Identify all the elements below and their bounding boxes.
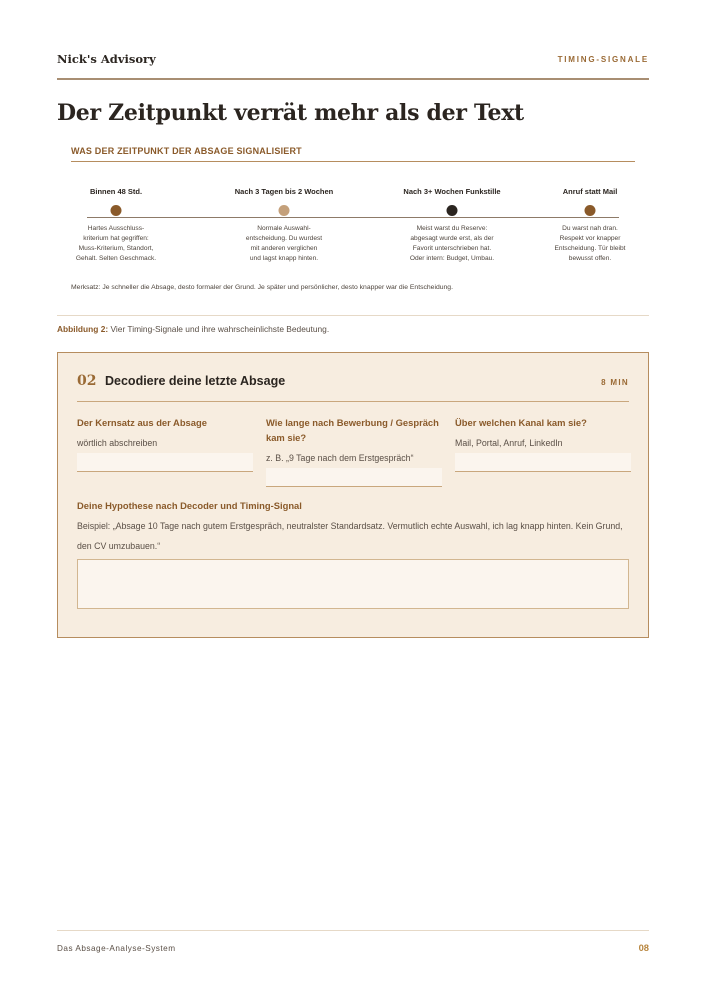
merksatz: Merksatz: Je schneller die Absage, desto formaler der Grund. Je später und persönlicher, desto knapper war die Entscheidung. — [71, 284, 453, 291]
footer-divider — [57, 930, 649, 931]
brand-name: Nick's Advisory — [57, 52, 156, 66]
exercise-number: 02 — [77, 373, 97, 389]
field-label: Deine Hypothese nach Decoder und Timing-Signal — [77, 500, 302, 511]
stage-label: Nach 3+ Wochen Funkstille — [403, 187, 501, 196]
timeline — [71, 162, 635, 262]
field-label: Über welchen Kanal kam sie? — [455, 417, 587, 428]
figure-heading: WAS DER ZEITPUNKT DER ABSAGE SIGNALISIERT — [71, 146, 635, 162]
exercise-header — [77, 373, 629, 402]
exercise-card — [57, 352, 649, 638]
hypothese-textarea[interactable] — [77, 559, 629, 609]
stage-dot — [111, 205, 122, 216]
stage-dot — [447, 205, 458, 216]
stage-label: Anruf statt Mail — [562, 187, 618, 196]
timing-figure — [57, 146, 635, 334]
stage-description: Normale Auswahl- entscheidung. Du wurdest mit anderen verglichen und lagst knapp hinten. — [245, 225, 323, 262]
field-kernsatz — [77, 415, 253, 472]
stage-label: Binnen 48 Std. — [89, 187, 143, 196]
field-hint: wörtlich abschreiben — [77, 438, 158, 448]
field-dauer — [266, 415, 442, 487]
stage-description: Du warst nah dran. Respekt vor knapper Entscheidung. Tür bleibt bewusst offen. — [554, 225, 626, 262]
stage-dot — [585, 205, 596, 216]
dauer-input[interactable] — [266, 468, 442, 487]
footer-title: Das Absage-Analyse-System — [57, 944, 176, 953]
field-hypothese — [77, 498, 629, 609]
page-title: Der Zeitpunkt verrät mehr als der Text — [57, 100, 524, 126]
field-kanal — [455, 415, 631, 472]
kanal-input[interactable] — [455, 453, 631, 472]
section-label: TIMING-SIGNALE — [557, 55, 649, 64]
stage-label: Nach 3 Tagen bis 2 Wochen — [234, 187, 334, 196]
field-label: Der Kernsatz aus der Absage — [77, 417, 207, 428]
stage-dot — [279, 205, 290, 216]
stage-description: Hartes Ausschluss- kriterium hat gegriffen: Muss-Kriterium, Standort, Gehalt. Selten Geschmack. — [75, 225, 157, 262]
stage-description: Meist warst du Reserve: abgesagt wurde erst, als der Favorit unterschrieben hat. Oder intern: Budget, Umbau. — [409, 225, 495, 262]
field-label: Wie lange nach Bewerbung / Gespräch kam sie? — [266, 417, 439, 443]
field-hint: Beispiel: „Absage 10 Tage nach gutem Erstgespräch, neutralster Standardsatz. Vermutlich echte Auswahl, ich lag knapp hinten. Kein Grund, den CV umzubauen.“ — [77, 521, 623, 551]
kernsatz-input[interactable] — [77, 453, 253, 472]
timeline-axis — [87, 217, 619, 218]
figure-divider — [57, 315, 649, 316]
field-hint: z. B. „9 Tage nach dem Erstgespräch“ — [266, 453, 414, 463]
page-header — [57, 52, 649, 80]
figure-caption: Abbildung 2: Vier Timing-Signale und ihre wahrscheinlichste Bedeutung. — [57, 324, 330, 334]
exercise-title: Decodiere deine letzte Absage — [105, 374, 286, 388]
page-number: 08 — [638, 942, 649, 953]
field-hint: Mail, Portal, Anruf, LinkedIn — [455, 438, 563, 448]
exercise-duration: 8 MIN — [601, 378, 629, 387]
